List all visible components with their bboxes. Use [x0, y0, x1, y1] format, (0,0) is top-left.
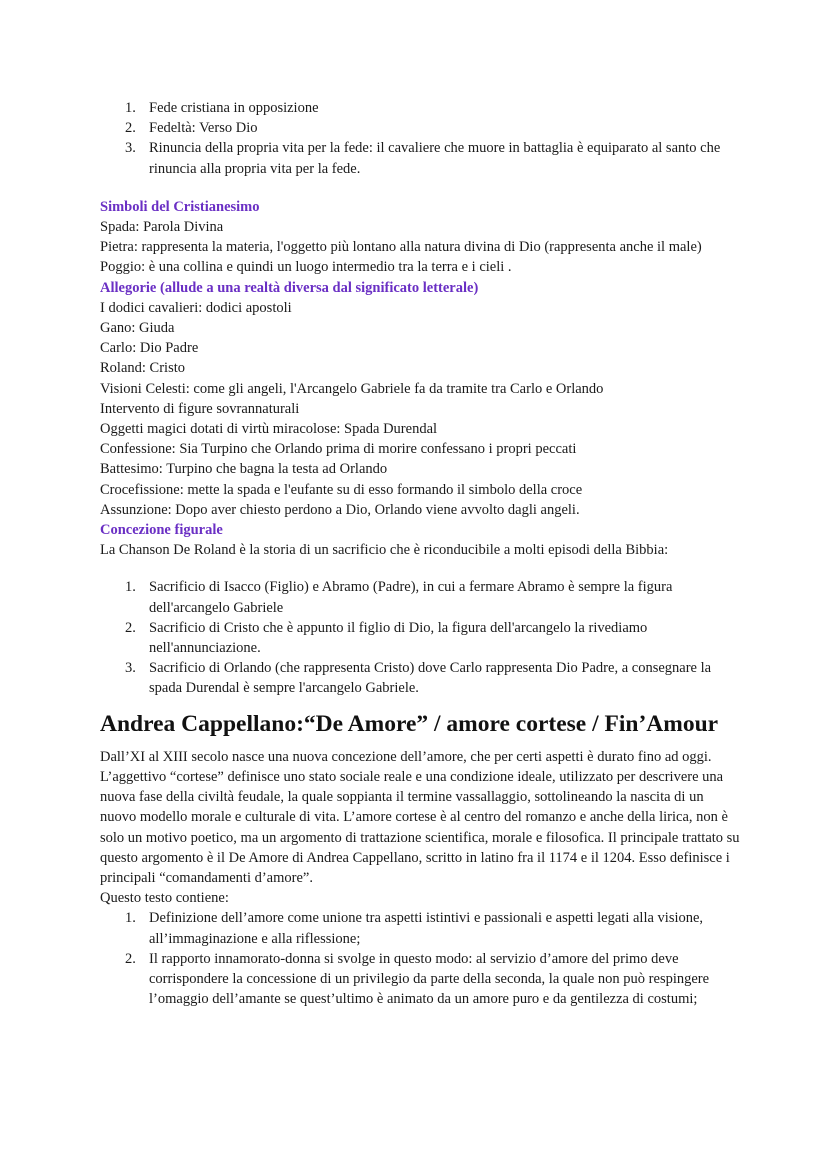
spacer [100, 560, 740, 577]
list-text: Sacrificio di Cristo che è appunto il figlio di Dio, la figura dell'arcangelo la rivediamo nell'annunciazione. [149, 619, 648, 657]
list-number: 2. [125, 120, 136, 137]
list-item [100, 138, 740, 178]
text-line: Gano: Giuda [100, 320, 175, 337]
list-text: Sacrificio di Isacco (Figlio) e Abramo (Padre), in cui a fermare Abramo è sempre la figura dell'arcangelo Gabriele [149, 579, 673, 616]
text-line: Poggio: è una collina e quindi un luogo intermedio tra la terra e i cieli . [100, 259, 512, 276]
list-text: Il rapporto innamorato-donna si svolge in questo modo: al servizio d’amore del primo deve corrispondere la concessione di un privilegio da parte della seconda, la quale non può respingere l’omaggio dell’amante se quest’ultimo è animato da un amore puro e da gentilezza di costumi; [149, 950, 710, 1008]
list-item [100, 98, 740, 118]
text-line: Crocefissione: mette la spada e l'eufante su di esso formando il simbolo della croce [100, 481, 583, 498]
section-heading-allegorie: Allegorie (allude a una realtà diversa dal significato letterale) [100, 279, 479, 296]
text-line: Oggetti magici dotati di virtù miracolose: Spada Durendal [100, 421, 438, 438]
document-page [100, 98, 740, 1009]
list-text: Rinuncia della propria vita per la fede: il cavaliere che muore in battaglia è equiparato al santo che rinuncia alla propria vita per la fede. [149, 140, 721, 177]
text-line: Assunzione: Dopo aver chiesto perdono a Dio, Orlando viene avvolto dagli angeli. [100, 501, 580, 518]
text-line: I dodici cavalieri: dodici apostoli [100, 299, 292, 316]
text-line: Battesimo: Turpino che bagna la testa ad Orlando [100, 461, 388, 478]
section-heading-figurale: Concezione figurale [100, 522, 223, 539]
list-number: 2. [125, 950, 136, 967]
text-line: Intervento di figure sovrannaturali [100, 400, 300, 417]
spacer [100, 179, 740, 197]
text-line: Spada: Parola Divina [100, 219, 224, 236]
list-text: Sacrificio di Orlando (che rappresenta Cristo) dove Carlo rappresenta Dio Padre, a consegnare la spada Durendal è sempre l'arcangelo Gabriele. [149, 660, 712, 697]
faith-list [100, 98, 740, 179]
text-line: La Chanson De Roland è la storia di un sacrificio che è riconducibile a molti episodi della Bibbia: [100, 542, 669, 559]
list-text: Definizione dell’amore come unione tra aspetti istintivi e passionali e aspetti legati alla visione, all’immaginazione e alla riflessione; [149, 910, 704, 947]
list-number: 1. [125, 579, 136, 596]
list-item [100, 658, 740, 698]
list-number: 3. [125, 140, 136, 157]
section-heading-simboli: Simboli del Cristianesimo [100, 198, 260, 215]
list-item [100, 577, 740, 617]
text-line: Confessione: Sia Turpino che Orlando prima di morire confessano i propri peccati [100, 441, 577, 458]
text-line: Pietra: rappresenta la materia, l'oggetto più lontano alla natura divina di Dio (rappresenta anche il male) [100, 239, 702, 256]
list-text: Fedeltà: Verso Dio [149, 120, 258, 137]
list-item [100, 118, 740, 138]
sacrifice-list [100, 577, 740, 698]
contents-list [100, 908, 740, 1009]
list-number: 1. [125, 100, 136, 116]
list-number: 1. [125, 910, 136, 927]
section-title-cappellano: Andrea Cappellano:“De Amore” / amore cortese / Fin’Amour [100, 710, 719, 737]
text-line: Roland: Cristo [100, 360, 185, 377]
list-item [100, 949, 740, 1010]
text-line: Questo testo contiene: [100, 890, 229, 907]
list-item [100, 618, 740, 658]
list-text: Fede cristiana in opposizione [149, 100, 319, 116]
list-item [100, 908, 740, 948]
list-number: 3. [125, 660, 136, 677]
list-number: 2. [125, 619, 136, 636]
body-paragraph: Dall’XI al XIII secolo nasce una nuova concezione dell’amore, che per certi aspetti è durato fino ad oggi. L’aggettivo “cortese” definisce uno stato sociale reale e una condizione ideale, utilizzato per descrivere una nuova fase della civiltà feudale, la quale soppianta il termine vassallaggio, sottolineando la nascita di un nuovo modello morale e culturale di vita. L’amore cortese è al centro del romanzo e anche della lirica, non è solo un motivo poetico, ma un argomento di trattazione scientifica, morale e filosofica. Il principale trattato su questo argomento è il De Amore di Andrea Cappellano, scritto in latino fra il 1174 e il 1204. Esso definisce i principali “comandamenti d’amore”. [100, 748, 740, 886]
text-line: Carlo: Dio Padre [100, 340, 199, 357]
text-line: Visioni Celesti: come gli angeli, l'Arcangelo Gabriele fa da tramite tra Carlo e Orlando [100, 380, 604, 397]
